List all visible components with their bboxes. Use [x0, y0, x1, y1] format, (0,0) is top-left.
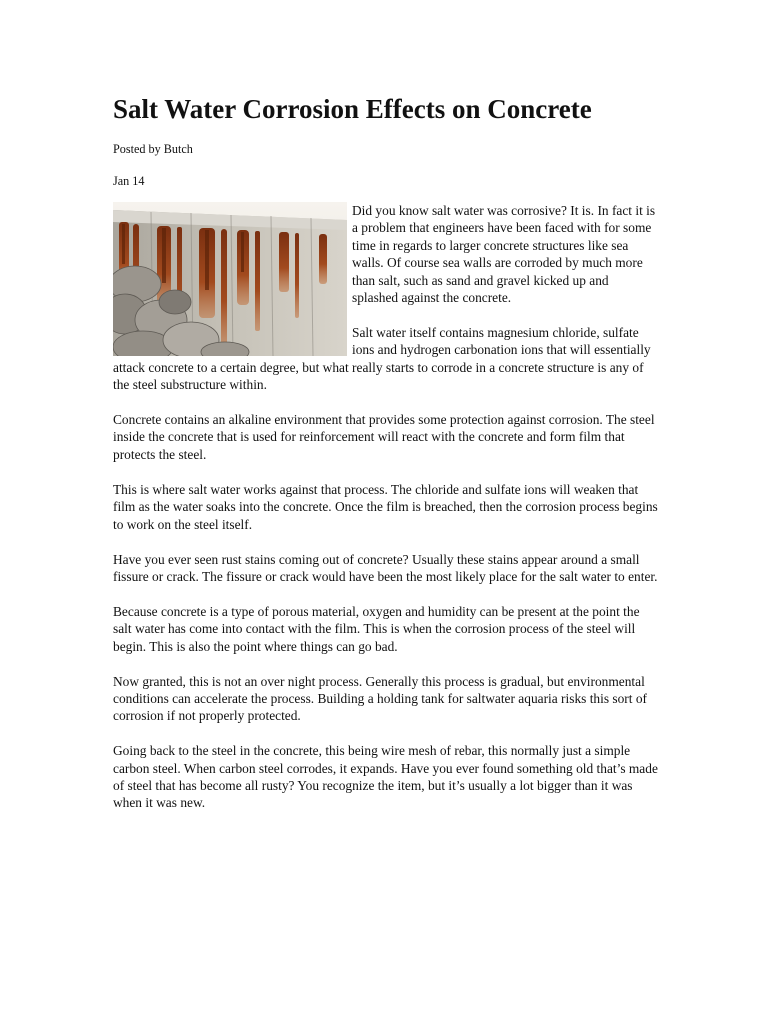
paragraph: Going back to the steel in the concrete, this being wire mesh of rebar, this normally just a simple carbon steel. When carbon steel corrodes, it expands. Have you ever found something old that’s made of steel that has become all rusty? You recognize the item, but it’s usually a lot bigger than it was when it was new. [113, 743, 658, 811]
article-title: Salt Water Corrosion Effects on Concrete [113, 94, 592, 124]
paragraph: Salt water itself contains magnesium chloride, sulfate ions and hydrogen carbonation ions that will essentially attack concrete to a certain degree, but what really starts to corrode in a concrete structure is any of the steel substructure within. [113, 324, 651, 393]
paragraph: Did you know salt water was corrosive? It is. In fact it is a problem that engineers have been faced with for some time in regards to larger concrete structures like sea walls. Of course sea walls are corroded by much more than salt, such as sand and gravel kicked up and splashed against the concrete. [352, 203, 656, 306]
article-date: Jan 14 [113, 174, 145, 188]
paragraph: Now granted, this is not an over night process. Generally this process is gradual, but environmental conditions can accelerate the process. Building a holding tank for saltwater aquaria risks this sort of corrosion if not properly protected. [113, 673, 647, 724]
paragraph: Have you ever seen rust stains coming out of concrete? Usually these stains appear around a small fissure or crack. The fissure or crack would have been the most likely place for the salt water to enter. [113, 551, 658, 584]
paragraph: Concrete contains an alkaline environment that provides some protection against corrosion. The steel inside the concrete that is used for reinforcement will react with the concrete and form film that protects the steel. [113, 412, 655, 462]
paragraph: Because concrete is a type of porous material, oxygen and humidity can be present at the point the salt water has come into contact with the film. This is when the corrosion process of the steel will begin. This is also the point where things can go bad. [113, 603, 640, 654]
paragraph: This is where salt water works against that process. The chloride and sulfate ions will weaken that film as the water soaks into the concrete. Once the film is breached, then the corrosion process begins to work on the steel itself. [113, 481, 658, 532]
article [113, 92, 658, 829]
article-photo [113, 202, 347, 356]
article-body [113, 202, 658, 812]
article-author: Posted by Butch [113, 142, 193, 156]
